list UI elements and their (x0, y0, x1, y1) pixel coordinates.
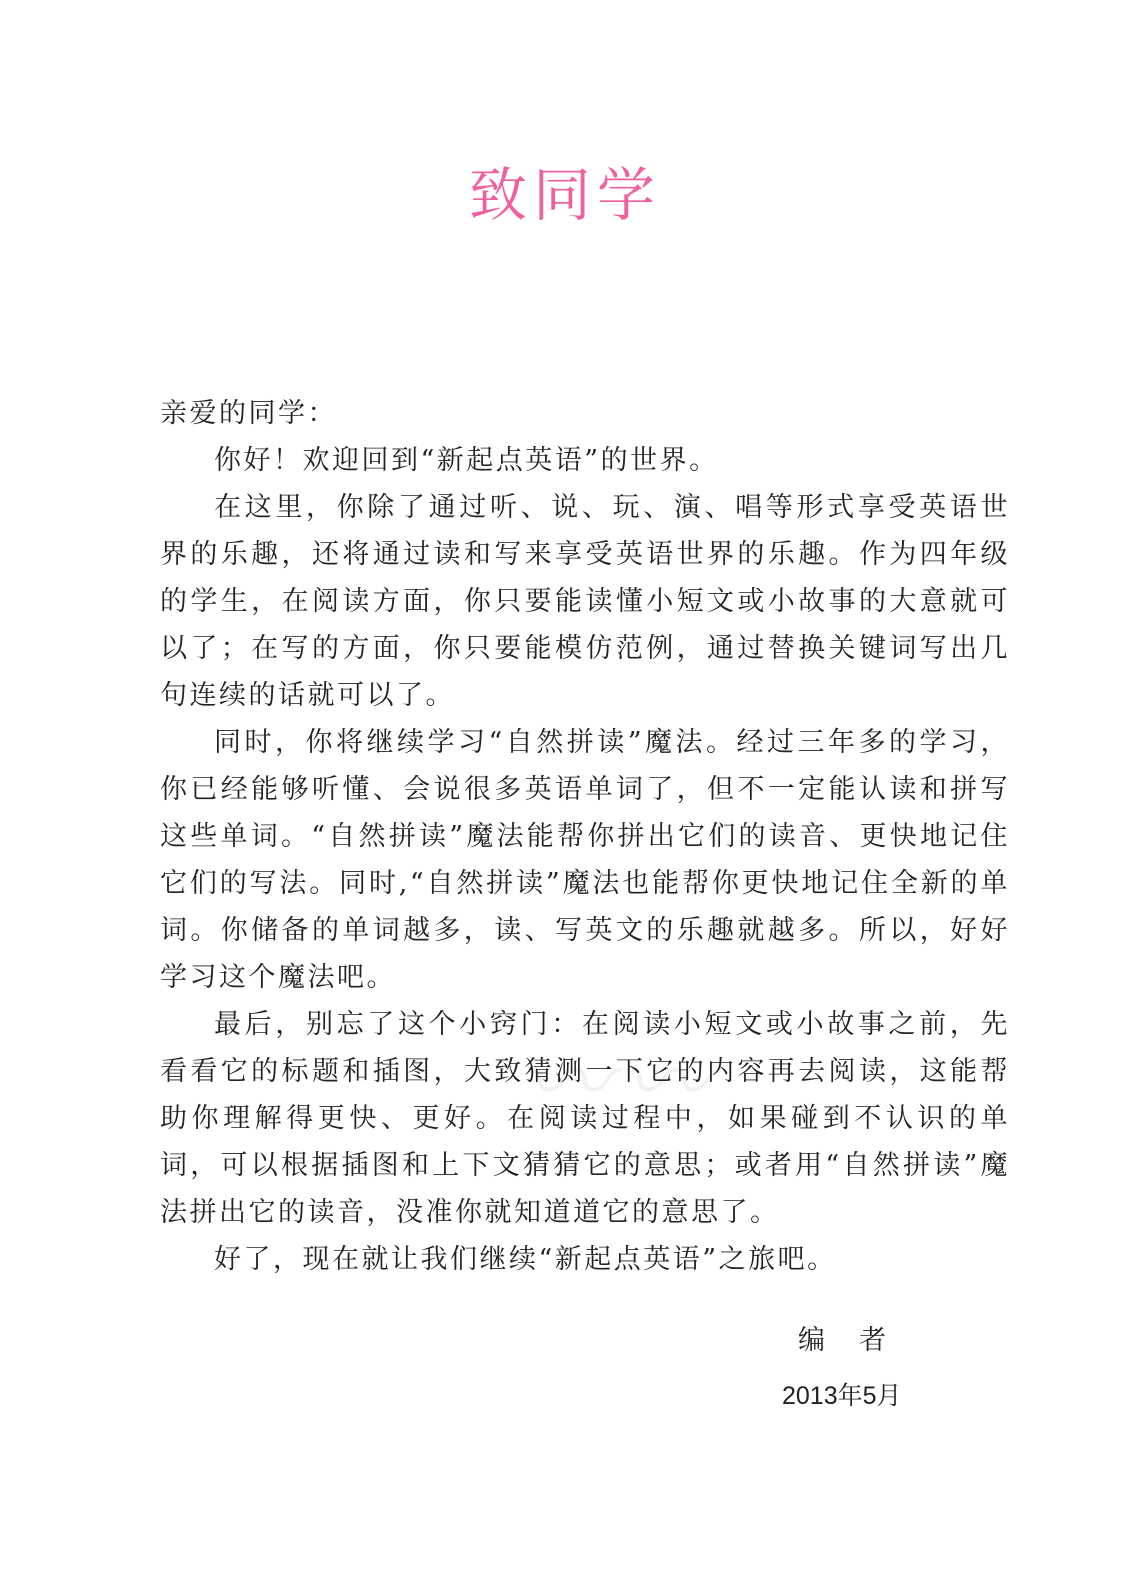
letter-date: 2013年5月 (782, 1382, 902, 1410)
paragraph-reading-writing: 在这里，你除了通过听、说、玩、演、唱等形式享受英语世界的乐趣，还将通过读和写来享受英语世界的乐趣。作为四年级的学生，在阅读方面，你只要能读懂小短文或小故事的大意就可以了；在写的方面，你只要能模仿范例，通过替换关键词写出几句连续的话就可以了。 (160, 492, 1010, 711)
paragraph-greeting: 你好！欢迎回到“新起点英语”的世界。 (214, 445, 719, 476)
paragraph-phonics: 同时，你将继续学习“自然拼读”魔法。经过三年多的学习，你已经能够听懂、会说很多英语单词了，但不一定能认读和拼写这些单词。“自然拼读”魔法能帮你拼出它们的读音、更快地记住它们的写法。同时,“自然拼读”魔法也能帮你更快地记住全新的单词。你储备的单词越多，读、写英文的乐趣就越多。所以，好好学习这个魔法吧。 (160, 727, 1010, 993)
paragraph-reading-tip: 最后，别忘了这个小窍门：在阅读小短文或小故事之前，先看看它的标题和插图，大致猜测一下它的内容再去阅读，这能帮助你理解得更快、更好。在阅读过程中，如果碰到不认识的单词，可以根据插图和上下文猜猜它的意思；或者用“自然拼读”魔法拼出它的读音，没准你就知道道它的意思了。 (160, 1009, 1010, 1228)
paragraph-closing: 好了，现在就让我们继续“新起点英语”之旅吧。 (214, 1244, 837, 1275)
watermark-decoration: 〰〰 (520, 1031, 720, 1136)
salutation: 亲爱的同学： (160, 398, 337, 429)
signature: 编者 (798, 1325, 920, 1356)
letter-body (160, 390, 1010, 1283)
page-title: 致同学 (468, 161, 661, 229)
